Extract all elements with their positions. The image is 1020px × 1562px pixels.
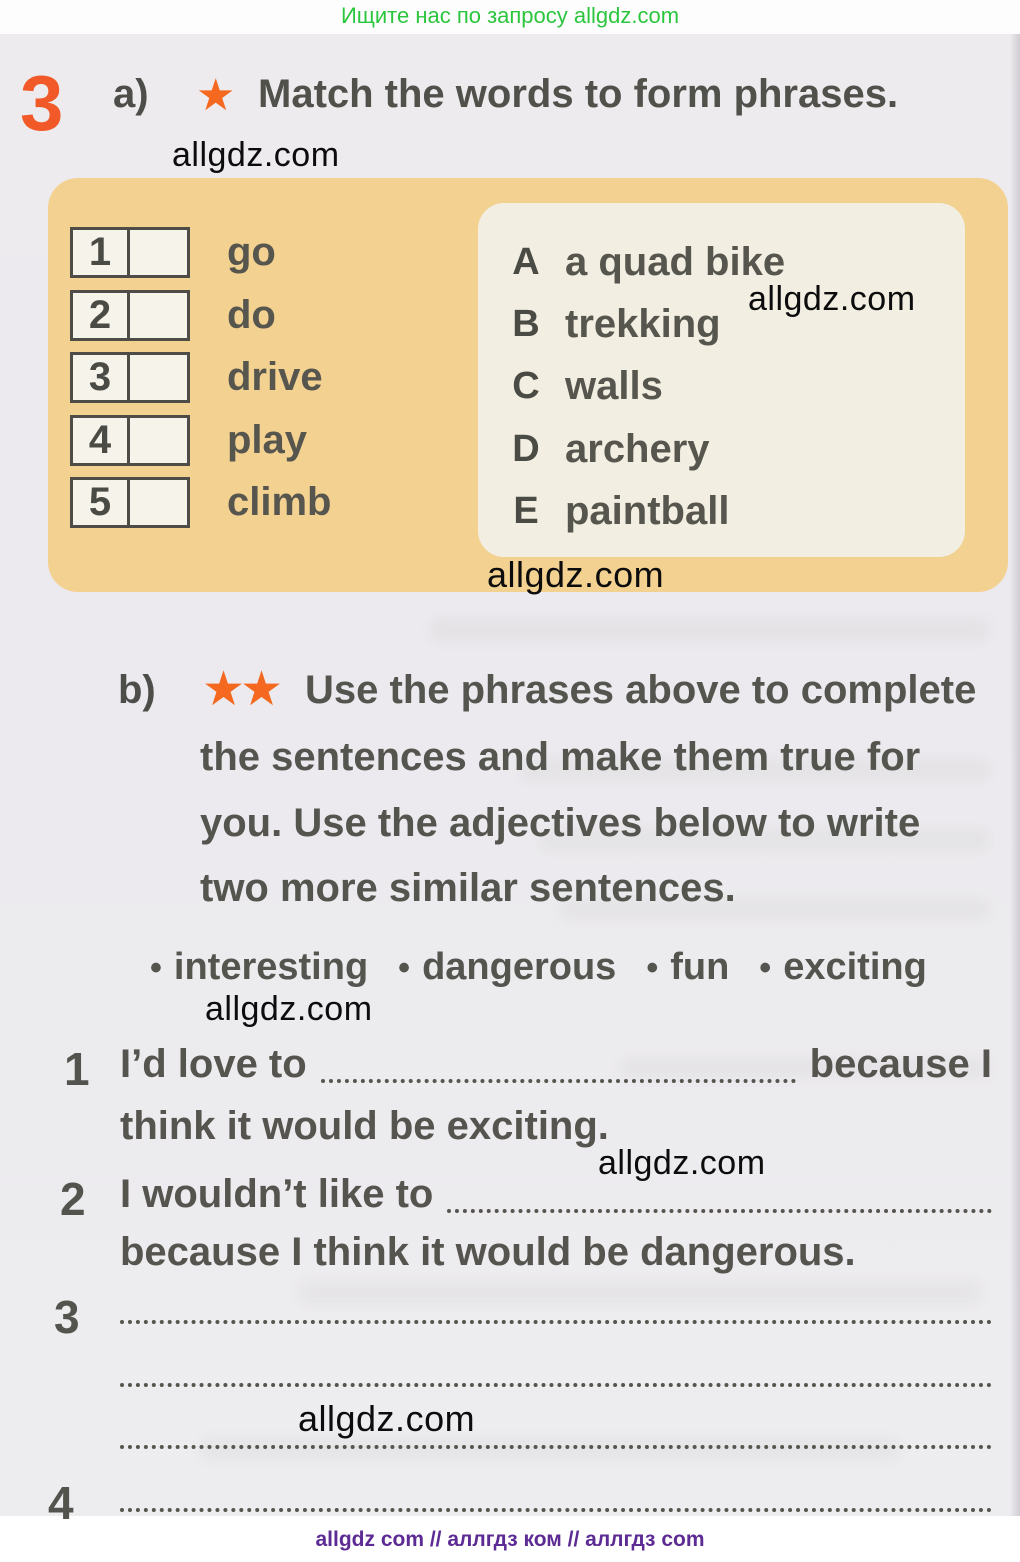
exercise-number: 3: [20, 59, 64, 147]
item-number: 2: [73, 293, 130, 338]
sentence-line: [120, 1042, 992, 1090]
bleed-through: [200, 1438, 900, 1460]
answer-boxes: [70, 415, 190, 466]
bleed-through: [300, 1282, 980, 1304]
answer-blank[interactable]: [447, 1209, 992, 1213]
answer-line[interactable]: [120, 1508, 992, 1512]
sentence-number: 4: [48, 1477, 74, 1529]
word-bank: [150, 946, 990, 989]
sentence-text: think it would be exciting.: [120, 1104, 609, 1148]
adjective: fun: [670, 946, 730, 988]
adjective: dangerous: [422, 946, 617, 988]
option-letter: B: [512, 302, 540, 345]
bullet-icon: •: [398, 949, 411, 987]
answer-boxes: [70, 227, 190, 278]
difficulty-star-icon: ★: [196, 71, 231, 120]
answer-box[interactable]: [130, 418, 187, 463]
instruction-line: the sentences and make them true for: [200, 735, 921, 779]
answer-boxes: [70, 477, 190, 528]
adjective: interesting: [173, 946, 369, 988]
word-bank-item: [646, 946, 729, 989]
answer-line[interactable]: [120, 1383, 992, 1387]
watermark: allgdz.com: [205, 990, 373, 1028]
bullet-icon: •: [646, 949, 659, 987]
option-row: [505, 237, 785, 287]
match-word: go: [227, 230, 276, 274]
match-word: drive: [227, 355, 323, 399]
part-a-label: a): [113, 72, 149, 116]
sentence-line: [120, 1172, 992, 1220]
option-letter: A: [512, 240, 540, 283]
watermark: allgdz.com: [487, 554, 665, 595]
match-word: do: [227, 293, 276, 337]
option-phrase: paintball: [565, 488, 730, 533]
match-row: [70, 415, 307, 466]
item-number: 4: [73, 418, 130, 463]
option-row: [505, 486, 729, 536]
bleed-through: [430, 618, 990, 642]
part-b-label: b): [118, 668, 156, 712]
option-letter: E: [513, 489, 539, 532]
answer-boxes: [70, 352, 190, 403]
item-number: 3: [73, 355, 130, 400]
answer-box[interactable]: [130, 355, 187, 400]
word-bank-item: [759, 946, 927, 989]
sentence-text: I wouldn’t like to: [120, 1172, 434, 1216]
word-bank-item: [150, 946, 368, 989]
match-row: [70, 352, 323, 403]
sentence-line: [120, 1230, 992, 1278]
option-row: [505, 299, 721, 349]
instruction-line: Use the phrases above to complete: [305, 668, 977, 712]
bullet-icon: •: [150, 949, 162, 987]
match-row: [70, 477, 331, 528]
sentence-text: because I think it would be dangerous.: [120, 1230, 856, 1274]
sentence-line: [120, 1104, 992, 1152]
footer-links[interactable]: allgdz com // аллгдз ком // аллгдз com: [315, 1528, 705, 1551]
adjective: exciting: [783, 946, 927, 988]
sentence-text: I’d love to: [120, 1042, 307, 1086]
top-banner: Ищите нас по запросу allgdz.com: [0, 0, 1020, 34]
option-row: [505, 424, 710, 474]
answer-box[interactable]: [130, 293, 187, 338]
option-phrase: a quad bike: [565, 239, 786, 284]
option-phrase: walls: [565, 363, 663, 408]
answer-line[interactable]: [120, 1320, 992, 1324]
option-row: [505, 361, 663, 411]
answer-blank[interactable]: [321, 1079, 796, 1083]
difficulty-stars-icon: ★★: [202, 663, 279, 716]
watermark: allgdz.com: [172, 136, 340, 174]
option-letter: D: [512, 427, 540, 470]
sentence-number: 3: [54, 1291, 80, 1343]
item-number: 1: [73, 230, 130, 275]
match-word: climb: [227, 480, 332, 524]
page-scan-edge: [1010, 34, 1020, 1516]
match-row: [70, 227, 276, 278]
sentence-number: 1: [64, 1043, 90, 1095]
watermark: allgdz.com: [298, 1398, 476, 1439]
instruction-line: you. Use the adjectives below to write: [200, 801, 921, 845]
part-a-title: Match the words to form phrases.: [258, 72, 899, 116]
watermark: allgdz.com: [598, 1144, 766, 1182]
sentence-number: 2: [60, 1173, 86, 1225]
instruction-line: two more similar sentences.: [200, 866, 736, 910]
option-phrase: archery: [565, 426, 710, 471]
answer-boxes: [70, 290, 190, 341]
match-word: play: [227, 418, 308, 462]
answer-box[interactable]: [130, 230, 187, 275]
sentence-text: because I: [809, 1042, 992, 1086]
option-phrase: trekking: [565, 301, 721, 346]
answer-box[interactable]: [130, 480, 187, 525]
watermark: allgdz.com: [748, 280, 916, 318]
bullet-icon: •: [759, 949, 772, 987]
match-row: [70, 290, 276, 341]
answer-line[interactable]: [120, 1445, 992, 1449]
item-number: 5: [73, 480, 130, 525]
option-letter: C: [512, 364, 540, 407]
word-bank-item: [398, 946, 616, 989]
